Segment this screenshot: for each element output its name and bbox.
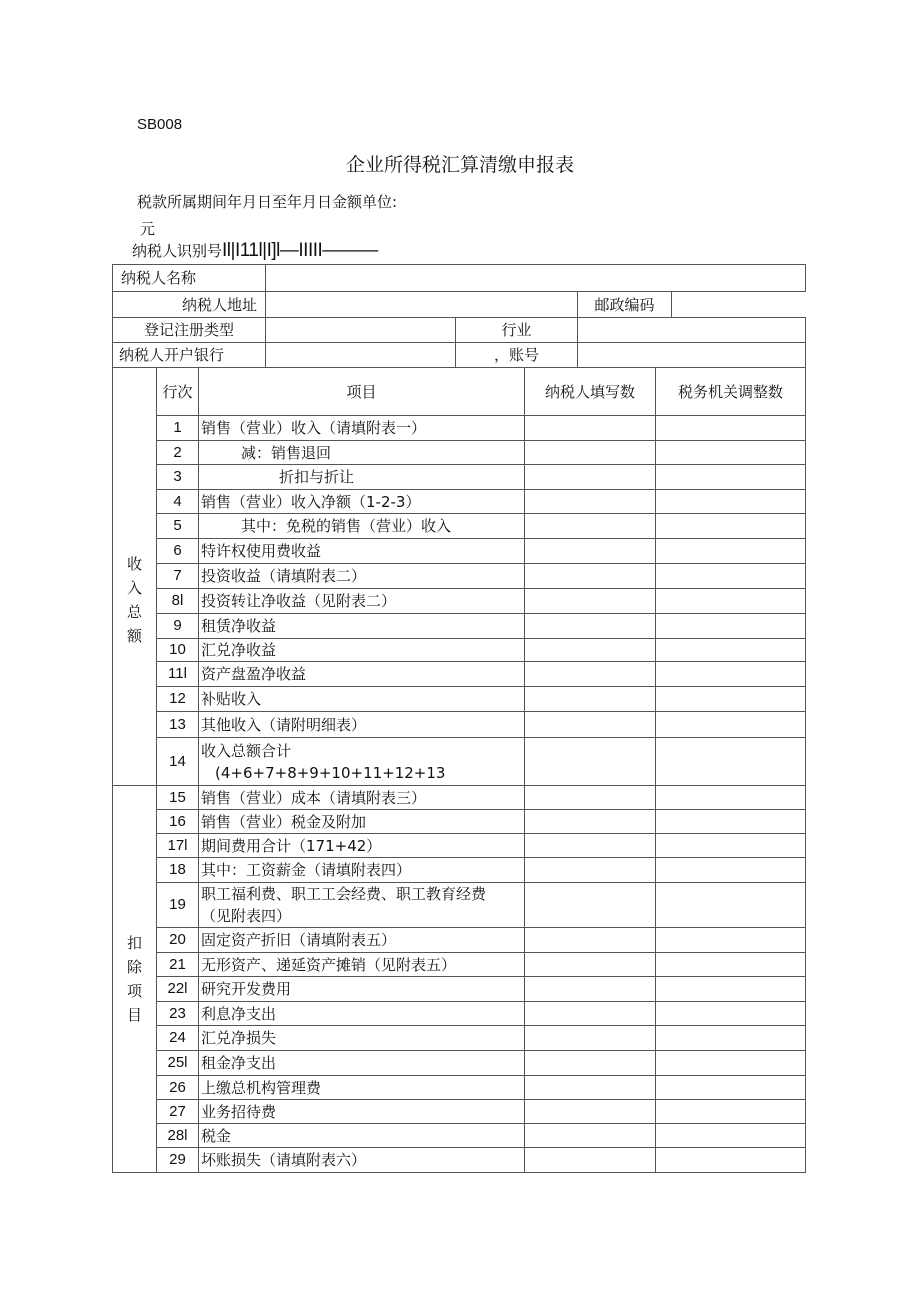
item-label: 销售（营业）成本（请填附表三） bbox=[199, 786, 525, 810]
taxpayer-fill-cell[interactable] bbox=[525, 465, 656, 490]
line-number: 24 bbox=[157, 1026, 199, 1051]
table-row bbox=[113, 490, 806, 514]
tax-adjust-cell[interactable] bbox=[656, 712, 806, 738]
period-line: 税款所属期间年月日至年月日金额单位: bbox=[137, 193, 398, 211]
item-label: 销售（营业）税金及附加 bbox=[199, 810, 525, 834]
name-label: 纳税人名称 bbox=[113, 265, 266, 292]
tax-adjust-cell[interactable] bbox=[656, 858, 806, 883]
item-header: 项目 bbox=[199, 368, 525, 416]
line-number: 26 bbox=[157, 1076, 199, 1100]
line-number: 21 bbox=[157, 953, 199, 977]
taxpayer-fill-cell[interactable] bbox=[525, 1026, 656, 1051]
tax-adjust-cell[interactable] bbox=[656, 1124, 806, 1148]
item-label-line2: (4+6+7+8+9+10+11+12+13 bbox=[215, 763, 446, 782]
taxpayer-fill-cell[interactable] bbox=[525, 490, 656, 514]
line-number: 25l bbox=[157, 1051, 199, 1076]
line-number: 17l bbox=[157, 834, 199, 858]
tax-adjust-cell[interactable] bbox=[656, 1076, 806, 1100]
taxpayer-info-table bbox=[112, 264, 806, 368]
line-number: 29 bbox=[157, 1148, 199, 1173]
item-label: 销售（营业）收入净额（1-2-3） bbox=[199, 490, 525, 514]
table-row bbox=[113, 1026, 806, 1051]
tax-adjust-cell[interactable] bbox=[656, 687, 806, 712]
tax-adjust-cell[interactable] bbox=[656, 514, 806, 539]
line-number: 13 bbox=[157, 712, 199, 738]
item-label: 汇兑净损失 bbox=[199, 1026, 525, 1051]
tax-adjust-cell[interactable] bbox=[656, 614, 806, 639]
item-label-line1: 收入总额合计 bbox=[201, 741, 292, 760]
tax-adjust-cell[interactable] bbox=[656, 1148, 806, 1173]
tax-adjust-header: 税务机关调整数 bbox=[656, 368, 806, 416]
tax-adjust-cell[interactable] bbox=[656, 639, 806, 662]
item-label: 税金 bbox=[199, 1124, 525, 1148]
line-number: 11l bbox=[157, 662, 199, 687]
table-row bbox=[113, 786, 806, 810]
line-number: 2 bbox=[157, 441, 199, 465]
table-row bbox=[113, 977, 806, 1002]
reg-type-field[interactable] bbox=[266, 318, 456, 343]
industry-label: 行业 bbox=[456, 318, 578, 343]
item-label: 其他收入（请附明细表） bbox=[199, 712, 525, 738]
item-label: 上缴总机构管理费 bbox=[199, 1076, 525, 1100]
item-label: 减：销售退回 bbox=[199, 441, 525, 465]
tax-adjust-cell[interactable] bbox=[656, 786, 806, 810]
item-label: 销售（营业）收入（请填附表一） bbox=[199, 416, 525, 441]
taxpayer-fill-cell[interactable] bbox=[525, 786, 656, 810]
taxpayer-fill-cell[interactable] bbox=[525, 639, 656, 662]
taxpayer-fill-cell[interactable] bbox=[525, 589, 656, 614]
line-number: 4 bbox=[157, 490, 199, 514]
item-label: 业务招待费 bbox=[199, 1100, 525, 1124]
line-number: 19 bbox=[157, 883, 199, 928]
table-row bbox=[113, 441, 806, 465]
tax-adjust-cell[interactable] bbox=[656, 738, 806, 786]
taxpayer-fill-cell[interactable] bbox=[525, 1051, 656, 1076]
taxpayer-fill-cell[interactable] bbox=[525, 1076, 656, 1100]
taxpayer-fill-cell[interactable] bbox=[525, 1124, 656, 1148]
form-title: 企业所得税汇算清缴申报表 bbox=[345, 154, 574, 176]
item-label: 无形资产、递延资产摊销（见附表五） bbox=[199, 953, 525, 977]
tax-adjust-cell[interactable] bbox=[656, 539, 806, 564]
items-body bbox=[113, 416, 806, 1173]
tax-adjust-cell[interactable] bbox=[656, 589, 806, 614]
item-label-line2: （见附表四） bbox=[201, 907, 292, 925]
tax-adjust-cell[interactable] bbox=[656, 564, 806, 589]
item-label bbox=[199, 883, 525, 928]
line-number: 20 bbox=[157, 928, 199, 953]
tax-adjust-cell[interactable] bbox=[656, 662, 806, 687]
item-label: 特许权使用费收益 bbox=[199, 539, 525, 564]
item-label: 坏账损失（请填附表六） bbox=[199, 1148, 525, 1173]
line-number: 6 bbox=[157, 539, 199, 564]
reg-type-label: 登记注册类型 bbox=[113, 318, 266, 343]
taxpayer-fill-cell[interactable] bbox=[525, 953, 656, 977]
account-field[interactable] bbox=[578, 343, 806, 368]
item-label: 固定资产折旧（请填附表五） bbox=[199, 928, 525, 953]
address-label: 纳税人地址 bbox=[113, 292, 266, 318]
tax-adjust-cell[interactable] bbox=[656, 883, 806, 928]
line-number: 7 bbox=[157, 564, 199, 589]
line-number: 22l bbox=[157, 977, 199, 1002]
item-label: 补贴收入 bbox=[199, 687, 525, 712]
tax-adjust-cell[interactable] bbox=[656, 1051, 806, 1076]
tax-adjust-cell[interactable] bbox=[656, 465, 806, 490]
taxpayer-fill-cell[interactable] bbox=[525, 977, 656, 1002]
line-number: 18 bbox=[157, 858, 199, 883]
item-label: 租赁净收益 bbox=[199, 614, 525, 639]
item-label: 其中：工资薪金（请填附表四） bbox=[199, 858, 525, 883]
postcode-field[interactable] bbox=[672, 292, 806, 318]
line-number: 3 bbox=[157, 465, 199, 490]
address-field[interactable] bbox=[266, 292, 578, 318]
taxpayer-fill-cell[interactable] bbox=[525, 1100, 656, 1124]
bank-label: 纳税人开户银行 bbox=[113, 343, 266, 368]
taxpayer-fill-cell[interactable] bbox=[525, 712, 656, 738]
taxpayer-id-boxes[interactable]: Il|I11l|I]l—IIIII——— bbox=[222, 240, 378, 261]
item-label: 折扣与折让 bbox=[199, 465, 525, 490]
line-number: 5 bbox=[157, 514, 199, 539]
table-row bbox=[113, 738, 806, 786]
item-label: 投资收益（请填附表二） bbox=[199, 564, 525, 589]
line-number: 9 bbox=[157, 614, 199, 639]
line-number: 15 bbox=[157, 786, 199, 810]
bank-field[interactable] bbox=[266, 343, 456, 368]
postcode-label: 邮政编码 bbox=[578, 292, 672, 318]
tax-adjust-cell[interactable] bbox=[656, 1002, 806, 1026]
taxpayer-fill-cell[interactable] bbox=[525, 738, 656, 786]
table-row bbox=[113, 858, 806, 883]
taxpayer-fill-cell[interactable] bbox=[525, 883, 656, 928]
table-row bbox=[113, 1124, 806, 1148]
line-no-header: 行次 bbox=[157, 368, 199, 416]
currency-unit: 元 bbox=[140, 220, 156, 238]
taxpayer-fill-cell[interactable] bbox=[525, 858, 656, 883]
line-number: 27 bbox=[157, 1100, 199, 1124]
table-row bbox=[113, 639, 806, 662]
table-row bbox=[113, 465, 806, 490]
item-label: 租金净支出 bbox=[199, 1051, 525, 1076]
table-row bbox=[113, 928, 806, 953]
table-row bbox=[113, 1148, 806, 1173]
section-header-cell bbox=[113, 368, 157, 416]
tax-adjust-cell[interactable] bbox=[656, 441, 806, 465]
taxpayer-fill-cell[interactable] bbox=[525, 687, 656, 712]
table-row bbox=[113, 1076, 806, 1100]
table-row bbox=[113, 1002, 806, 1026]
table-row bbox=[113, 1100, 806, 1124]
table-row bbox=[113, 687, 806, 712]
item-label bbox=[199, 738, 525, 786]
line-number: 14 bbox=[157, 738, 199, 786]
tax-adjust-cell[interactable] bbox=[656, 810, 806, 834]
tax-adjust-cell[interactable] bbox=[656, 928, 806, 953]
form-code: SB008 bbox=[137, 116, 183, 133]
table-row bbox=[113, 834, 806, 858]
table-row bbox=[113, 810, 806, 834]
table-row bbox=[113, 712, 806, 738]
item-label: 汇兑净收益 bbox=[199, 639, 525, 662]
line-number: 12 bbox=[157, 687, 199, 712]
name-field[interactable] bbox=[266, 265, 806, 292]
taxpayer-fill-cell[interactable] bbox=[525, 514, 656, 539]
items-table bbox=[112, 367, 806, 1173]
tax-adjust-cell[interactable] bbox=[656, 953, 806, 977]
line-number: 10 bbox=[157, 639, 199, 662]
table-row bbox=[113, 614, 806, 639]
tax-adjust-cell[interactable] bbox=[656, 977, 806, 1002]
section-deductions: 扣除项目 bbox=[113, 786, 157, 1173]
table-row bbox=[113, 514, 806, 539]
tax-adjust-cell[interactable] bbox=[656, 416, 806, 441]
taxpayer-id bbox=[132, 240, 378, 262]
taxpayer-fill-cell[interactable] bbox=[525, 928, 656, 953]
line-number: 8l bbox=[157, 589, 199, 614]
industry-field[interactable] bbox=[578, 318, 806, 343]
line-number: 28l bbox=[157, 1124, 199, 1148]
taxpayer-fill-cell[interactable] bbox=[525, 1148, 656, 1173]
item-label: 资产盘盈净收益 bbox=[199, 662, 525, 687]
tax-adjust-cell[interactable] bbox=[656, 1026, 806, 1051]
section-income: 收入总额 bbox=[113, 416, 157, 786]
taxpayer-fill-cell[interactable] bbox=[525, 834, 656, 858]
taxpayer-id-label: 纳税人识别号 bbox=[132, 242, 223, 260]
taxpayer-fill-header: 纳税人填写数 bbox=[525, 368, 656, 416]
item-label: 利息净支出 bbox=[199, 1002, 525, 1026]
line-number: 1 bbox=[157, 416, 199, 441]
taxpayer-fill-cell[interactable] bbox=[525, 810, 656, 834]
item-label-line1: 职工福利费、职工工会经费、职工教育经费 bbox=[201, 885, 487, 903]
column-header-row bbox=[113, 368, 806, 416]
account-label: ，账号 bbox=[456, 343, 578, 368]
taxpayer-fill-cell[interactable] bbox=[525, 564, 656, 589]
item-label: 研究开发费用 bbox=[199, 977, 525, 1002]
table-row bbox=[113, 416, 806, 441]
line-number: 23 bbox=[157, 1002, 199, 1026]
line-number: 16 bbox=[157, 810, 199, 834]
item-label: 其中：免税的销售（营业）收入 bbox=[199, 514, 525, 539]
table-row bbox=[113, 539, 806, 564]
table-row bbox=[113, 564, 806, 589]
table-row bbox=[113, 953, 806, 977]
tax-adjust-cell[interactable] bbox=[656, 834, 806, 858]
table-row bbox=[113, 883, 806, 928]
taxpayer-fill-cell[interactable] bbox=[525, 441, 656, 465]
taxpayer-fill-cell[interactable] bbox=[525, 1002, 656, 1026]
taxpayer-fill-cell[interactable] bbox=[525, 416, 656, 441]
taxpayer-fill-cell[interactable] bbox=[525, 614, 656, 639]
table-row bbox=[113, 662, 806, 687]
table-row bbox=[113, 589, 806, 614]
item-label: 期间费用合计（171+42） bbox=[199, 834, 525, 858]
tax-adjust-cell[interactable] bbox=[656, 490, 806, 514]
table-row bbox=[113, 1051, 806, 1076]
taxpayer-fill-cell[interactable] bbox=[525, 539, 656, 564]
item-label: 投资转让净收益（见附表二） bbox=[199, 589, 525, 614]
taxpayer-fill-cell[interactable] bbox=[525, 662, 656, 687]
tax-adjust-cell[interactable] bbox=[656, 1100, 806, 1124]
